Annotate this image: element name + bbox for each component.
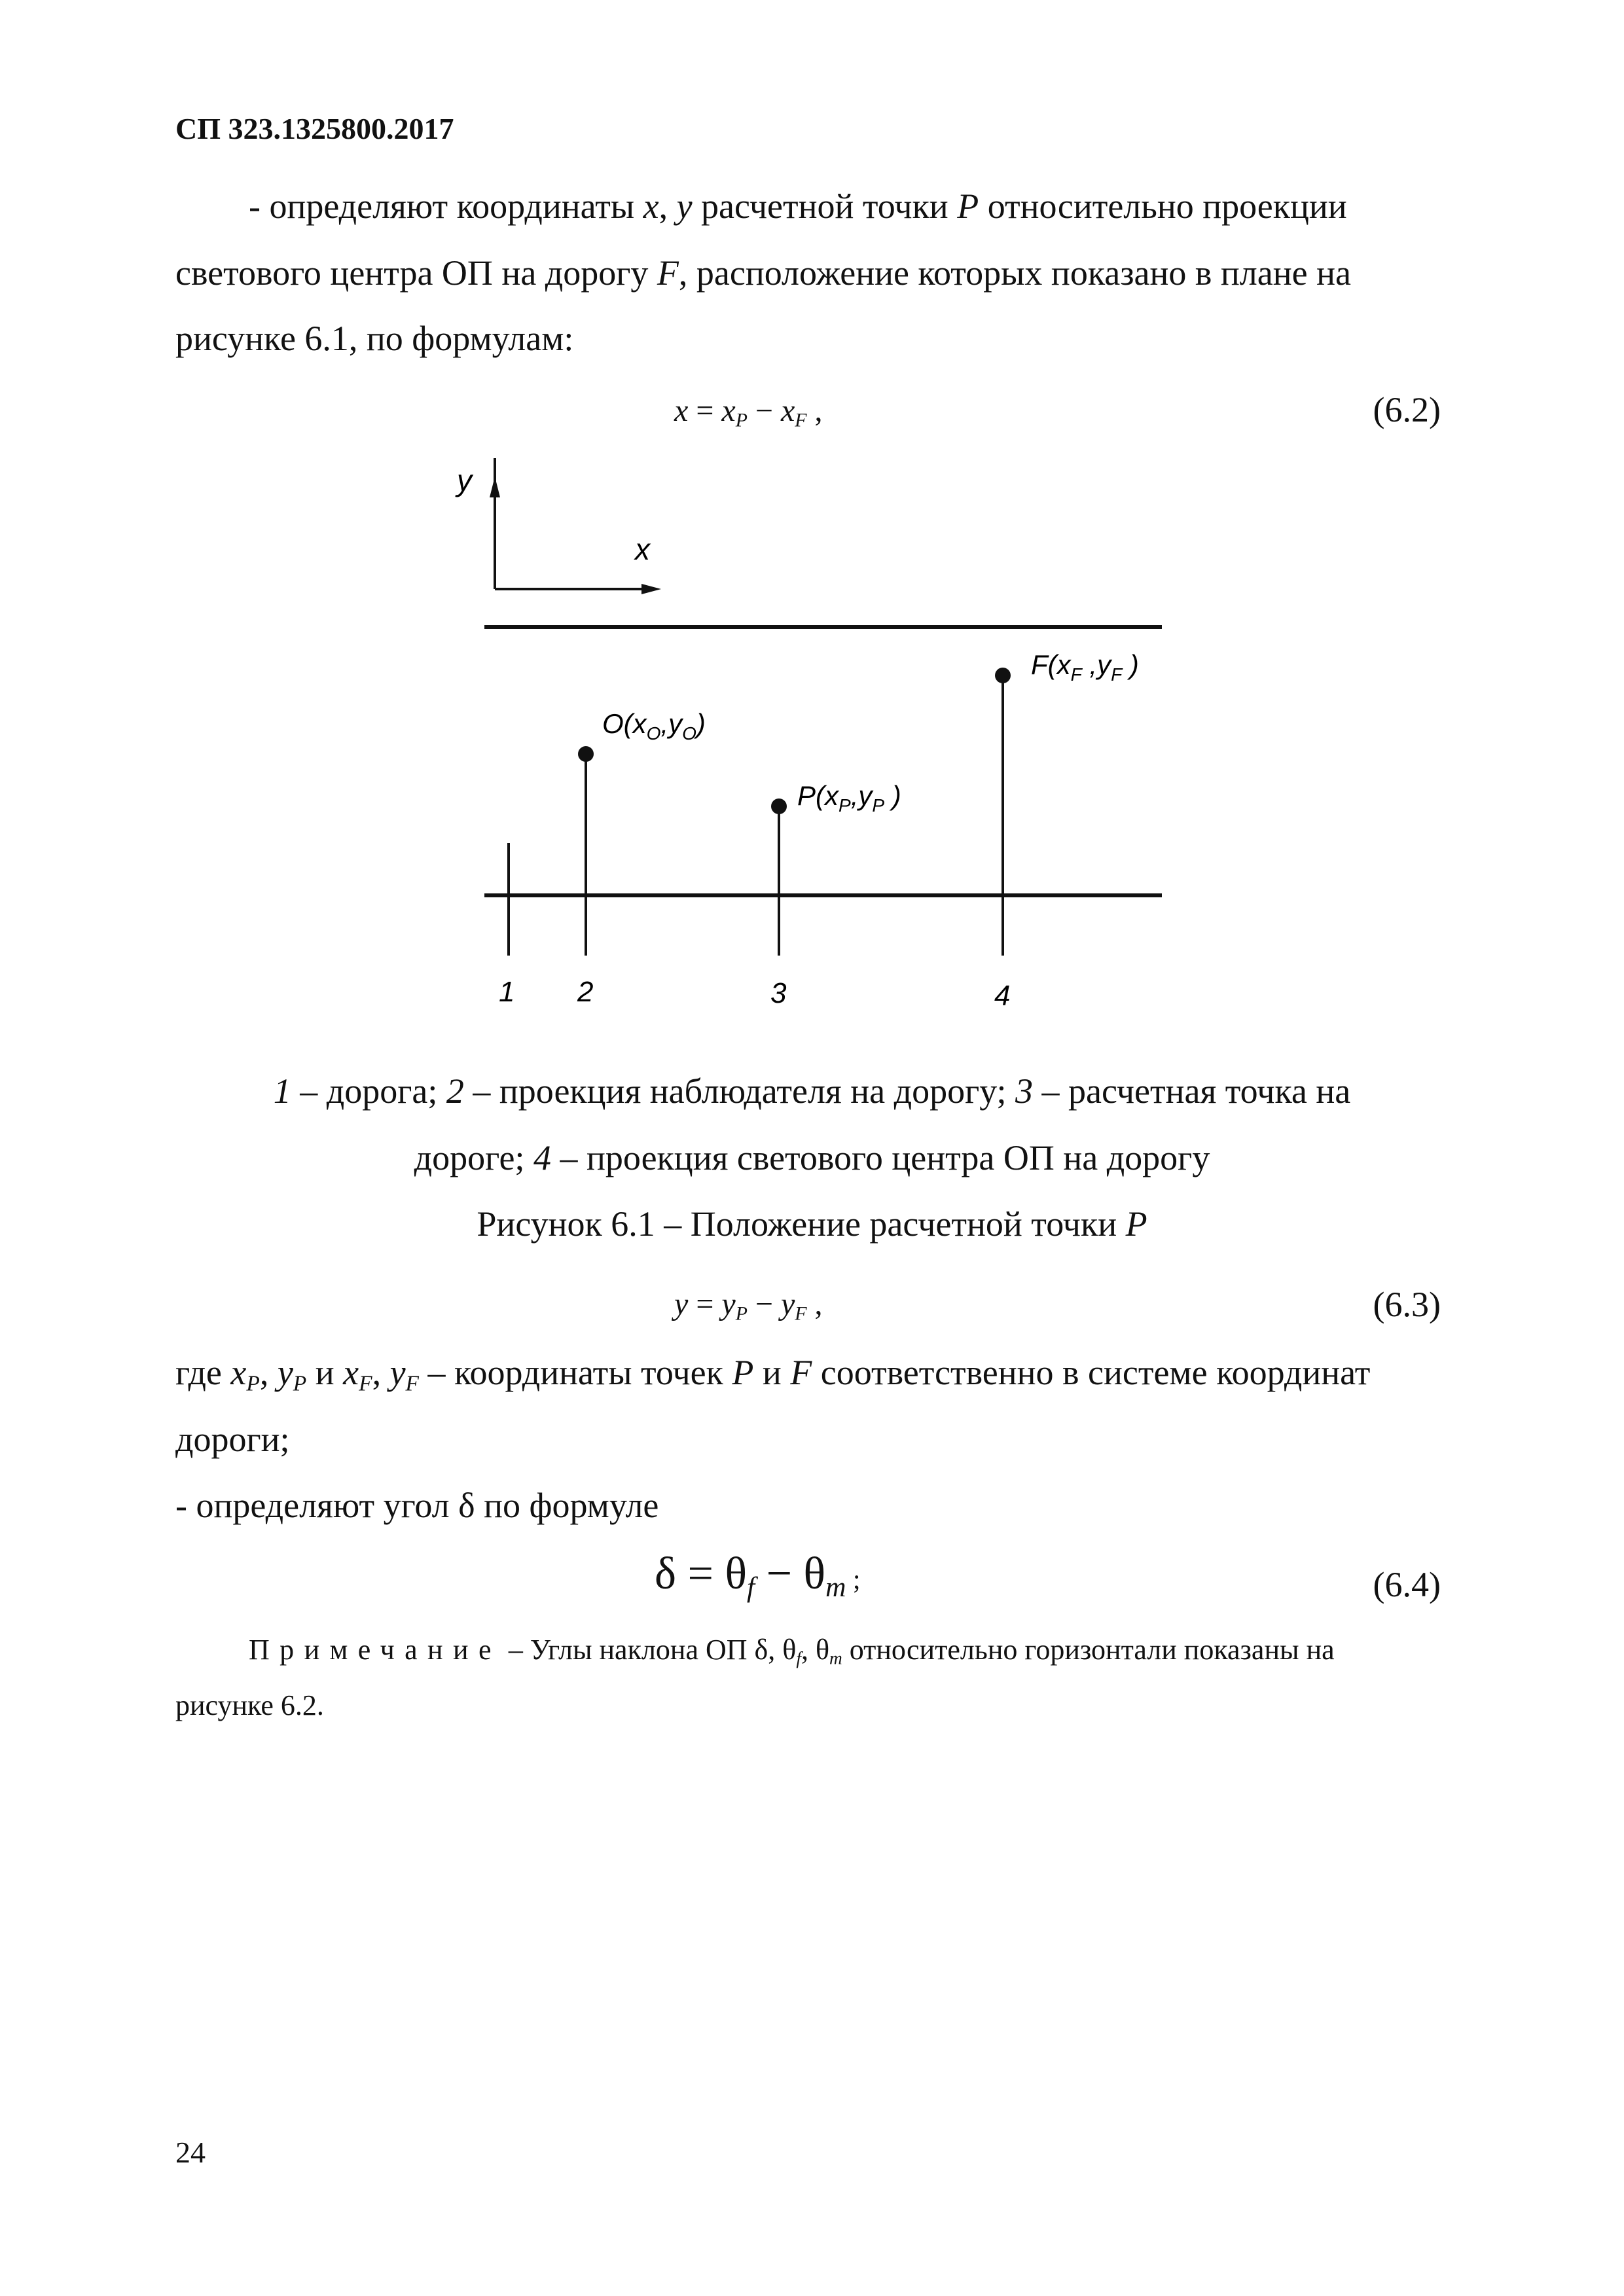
equation-number: (6.3) (1373, 1285, 1441, 1324)
paragraph-line: - определяют координаты x, y расчетной точки P относительно проекции (249, 187, 1347, 226)
figure-title: Рисунок 6.1 – Положение расчетной точки P (477, 1204, 1147, 1244)
label-point-p: $P(x_P,y_P$ ) (797, 780, 901, 816)
axis-label-x: x (635, 532, 650, 566)
equation-number: (6.2) (1373, 390, 1441, 429)
label-point-o: $O(x_O,y_O)$ (602, 708, 706, 744)
equation-number: (6.4) (1373, 1565, 1441, 1604)
axis-label-y: y (457, 463, 472, 497)
formula-6-2: $x = x_P - x_F$ , (674, 393, 823, 431)
paragraph-line: рисунке 6.1, по формулам: (175, 319, 574, 358)
point-f (995, 668, 1011, 683)
figure-number-3: 3 (770, 977, 787, 1009)
page-number: 24 (175, 2136, 206, 2169)
formula-6-3: $y = y_P - y_F$ , (674, 1287, 823, 1325)
note-label: Примечание (249, 1634, 501, 1666)
x-axis-arrow-icon (641, 584, 661, 594)
figure-legend-line: 1 – дорога; 2 – проекция наблюдателя на дорогу; 3 – расчетная точка на (273, 1071, 1351, 1111)
figure-number-2: 2 (577, 976, 594, 1008)
paragraph-line: светового центра ОП на дорогу F, расположение которых показано в плане на (175, 253, 1351, 293)
figure-number-1: 1 (499, 976, 515, 1008)
figure-number-4: 4 (994, 980, 1011, 1012)
figure-road-plan (425, 458, 1211, 1021)
label-point-f: $F(x_F$ $,y_F$ ) (1031, 649, 1139, 685)
point-o (578, 746, 594, 762)
note-line: рисунке 6.2. (175, 1689, 324, 1721)
point-p (771, 798, 787, 814)
document-code: СП 323.1325800.2017 (175, 112, 454, 145)
paragraph-line: - определяют угол δ по формуле (175, 1486, 659, 1525)
note-line: Примечание – Углы наклона ОП δ, $\theta_f$, $\theta_m$ относительно горизонтали показаны на (249, 1634, 1335, 1668)
paragraph-line: где $x_P$, $y_P$ и $x_F$, $y_F$ – координаты точек P и F соответственно в системе координат (175, 1353, 1371, 1396)
formula-6-4: $\delta = \theta_f - \theta_m$ ; (655, 1549, 861, 1604)
figure-legend-line: дороге; 4 – проекция светового центра ОП на дорогу (414, 1138, 1210, 1177)
paragraph-line: дороги; (175, 1420, 290, 1459)
y-axis-arrow-icon (490, 476, 500, 497)
